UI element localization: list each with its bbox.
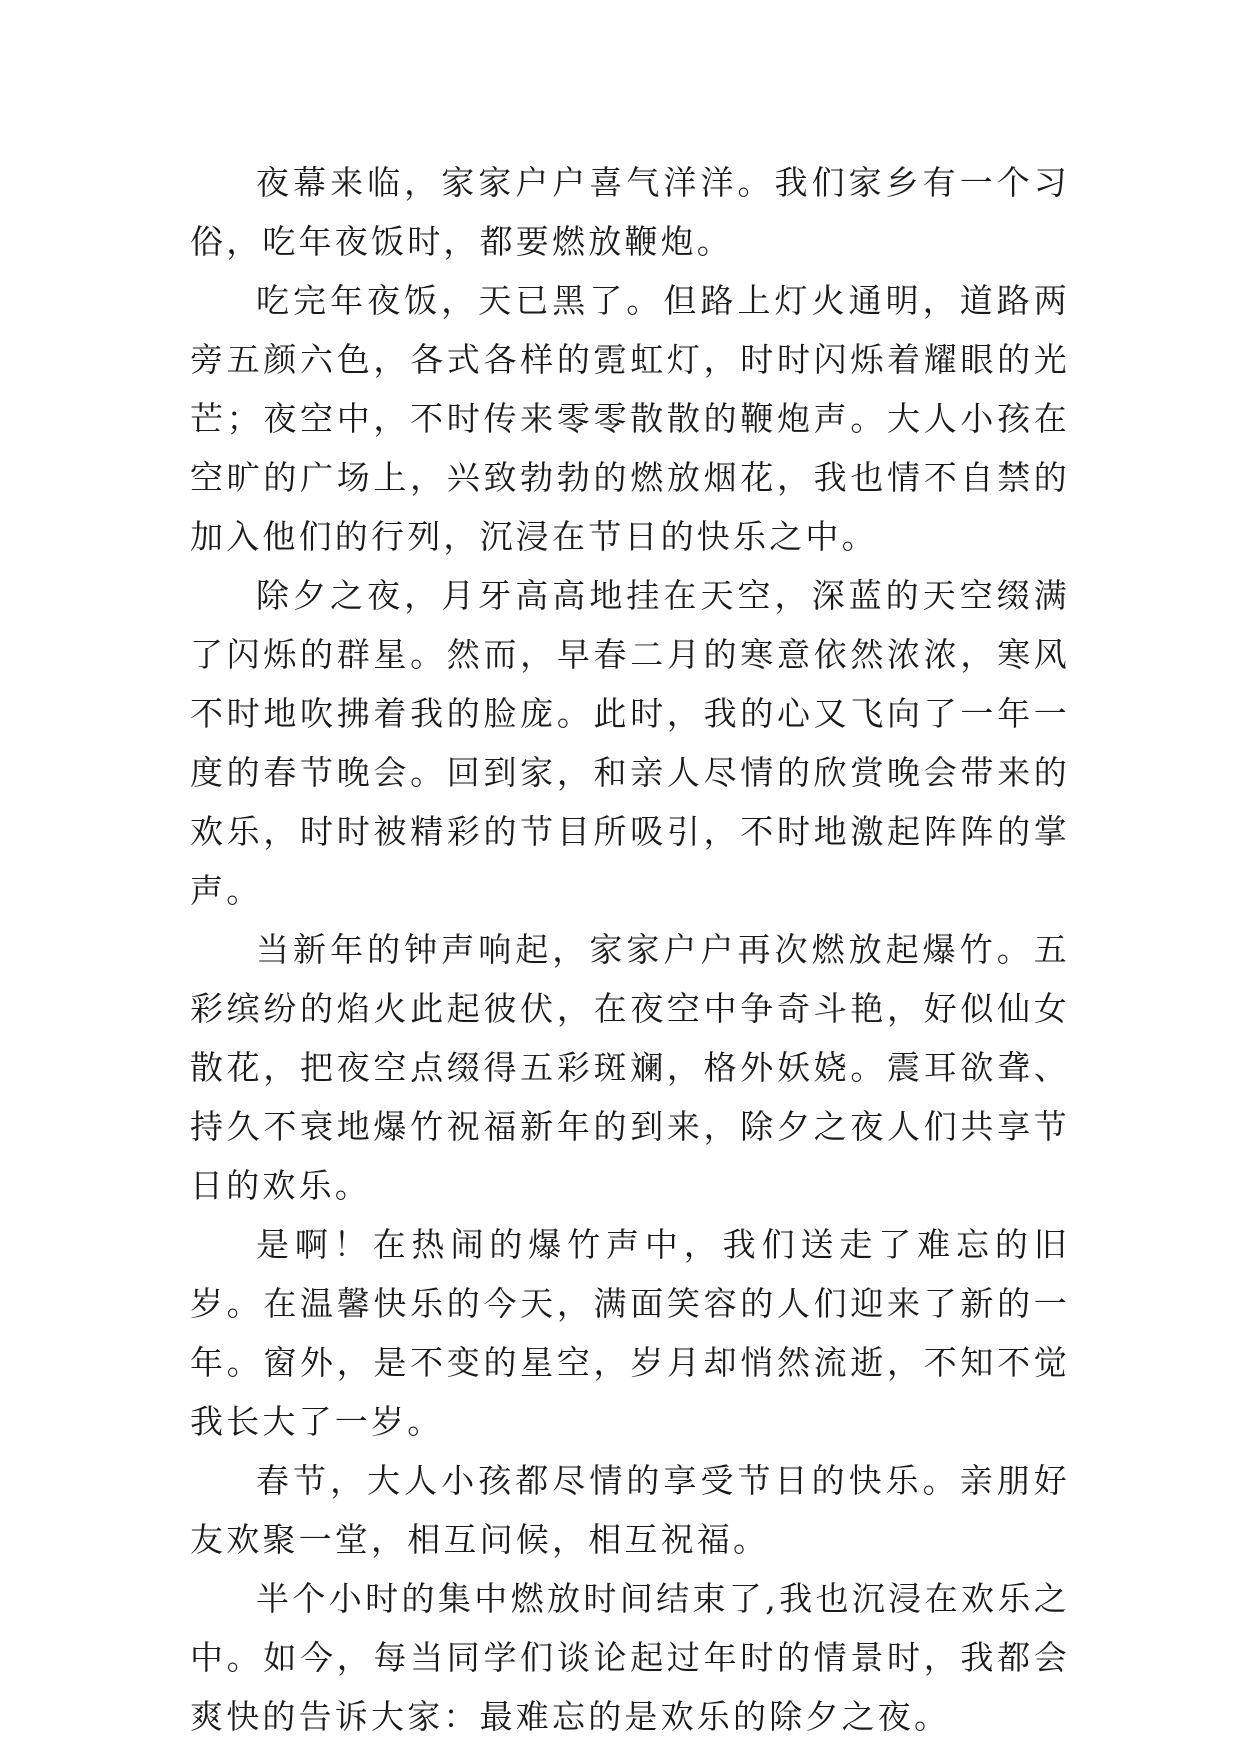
- paragraph-3: 除夕之夜，月牙高高地挂在天空，深蓝的天空缀满了闪烁的群星。然而，早春二月的寒意依然浓浓，寒风不时地吹拂着我的脸庞。此时，我的心又飞向了一年一度的春节晚会。回到家，和亲人尽情的欣赏晚会带来的欢乐，时时被精彩的节目所吸引，不时地激起阵阵的掌声。: [190, 576, 1070, 910]
- paragraph-1: 夜幕来临，家家户户喜气洋洋。我们家乡有一个习俗，吃年夜饭时，都要燃放鞭炮。: [190, 163, 1070, 261]
- document-body: [190, 153, 1070, 1746]
- paragraph-6: 春节，大人小孩都尽情的享受节日的快乐。亲朋好友欢聚一堂，相互问候，相互祝福。: [190, 1461, 1070, 1559]
- paragraph-2: 吃完年夜饭，天已黑了。但路上灯火通明，道路两旁五颜六色，各式各样的霓虹灯，时时闪烁着耀眼的光芒；夜空中，不时传来零零散散的鞭炮声。大人小孩在空旷的广场上，兴致勃勃的燃放烟花，我也情不自禁的加入他们的行列，沉浸在节日的快乐之中。: [190, 281, 1070, 556]
- paragraph-7: 半个小时的集中燃放时间结束了,我也沉浸在欢乐之中。如今，每当同学们谈论起过年时的情景时，我都会爽快的告诉大家：最难忘的是欢乐的除夕之夜。: [190, 1579, 1070, 1736]
- paragraph-4: 当新年的钟声响起，家家户户再次燃放起爆竹。五彩缤纷的焰火此起彼伏，在夜空中争奇斗艳，好似仙女散花，把夜空点缀得五彩斑斓，格外妖娆。震耳欲聋、持久不衰地爆竹祝福新年的到来，除夕之夜人们共享节日的欢乐。: [190, 930, 1070, 1205]
- paragraph-5: 是啊！在热闹的爆竹声中，我们送走了难忘的旧岁。在温馨快乐的今天，满面笑容的人们迎来了新的一年。窗外，是不变的星空，岁月却悄然流逝，不知不觉我长大了一岁。: [190, 1225, 1070, 1441]
